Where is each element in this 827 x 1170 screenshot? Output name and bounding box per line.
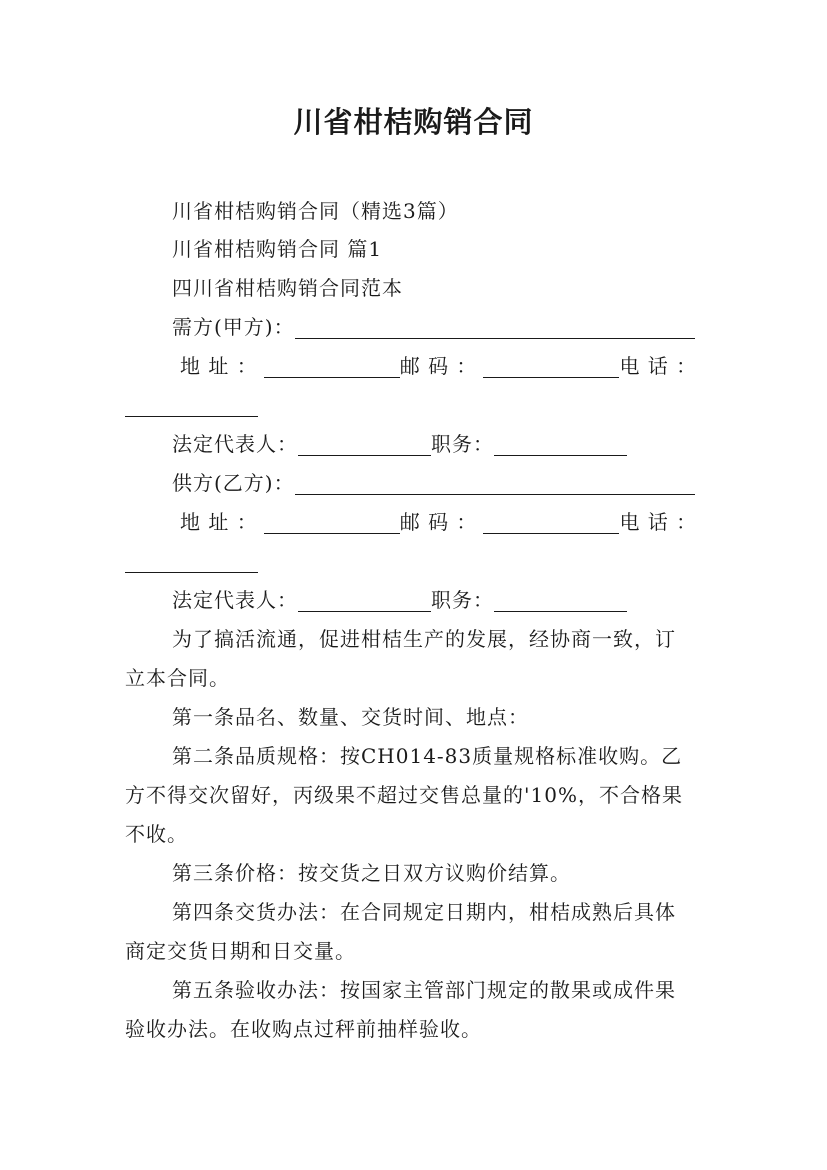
article-4-line-1: 第四条交货办法：在合同规定日期内，柑桔成熟后具体 [172, 900, 676, 924]
seller-postcode-blank [483, 509, 619, 534]
buyer-postcode-blank [483, 353, 619, 378]
intro-paragraph-line-2: 立本合同。 [125, 666, 230, 690]
seller-position-label: 职务： [431, 588, 494, 612]
document-title: 川省柑桔购销合同 [293, 105, 534, 139]
buyer-legal-rep-blank [298, 431, 431, 456]
seller-address-blank [264, 509, 400, 534]
buyer-address-blank [264, 353, 400, 378]
buyer-line [172, 312, 695, 342]
article-2-line-3: 不收。 [125, 822, 188, 846]
article-1: 第一条品名、数量、交货时间、地点： [172, 705, 529, 729]
document-subtitle: 川省柑桔购销合同（精选3篇） [172, 199, 459, 223]
seller-legal-rep-label: 法定代表人： [172, 588, 298, 612]
seller-position-blank [494, 587, 627, 612]
article-5-line-1: 第五条验收办法：按国家主管部门规定的散果或成件果 [172, 978, 676, 1002]
seller-contact-line [180, 507, 703, 537]
buyer-phone-blank [125, 392, 258, 417]
section-heading: 川省柑桔购销合同 篇1 [172, 237, 383, 261]
buyer-label: 需方(甲方)： [172, 315, 295, 339]
buyer-legal-rep-label: 法定代表人： [172, 432, 298, 456]
seller-phone-blank [125, 548, 258, 573]
intro-paragraph-line-1: 为了搞活流通，促进柑桔生产的发展，经协商一致，订 [172, 627, 676, 651]
buyer-phone-label: 电 话 ： [619, 354, 698, 378]
buyer-legal-rep-line [172, 429, 627, 459]
seller-phone-label: 电 话 ： [619, 510, 698, 534]
seller-address-label: 地 址 ： [180, 510, 258, 534]
seller-postcode-label: 邮 码 ： [399, 510, 478, 534]
article-3: 第三条价格：按交货之日双方议购价结算。 [172, 861, 571, 885]
buyer-position-blank [494, 431, 627, 456]
seller-legal-rep-blank [298, 587, 431, 612]
article-5-line-2: 验收办法。在收购点过秤前抽样验收。 [125, 1017, 482, 1041]
buyer-contact-line [180, 351, 703, 381]
article-2-line-1: 第二条品质规格：按CH014-83质量规格标准收购。乙 [172, 744, 683, 768]
seller-blank [295, 470, 695, 495]
seller-legal-rep-line [172, 585, 627, 615]
buyer-postcode-label: 邮 码 ： [399, 354, 478, 378]
article-4-line-2: 商定交货日期和日交量。 [125, 939, 356, 963]
seller-phone-line [125, 546, 258, 576]
template-name: 四川省柑桔购销合同范本 [172, 276, 403, 300]
buyer-blank [295, 314, 695, 339]
buyer-phone-line [125, 390, 258, 420]
seller-line [172, 468, 695, 498]
seller-label: 供方(乙方)： [172, 471, 295, 495]
buyer-position-label: 职务： [431, 432, 494, 456]
buyer-address-label: 地 址 ： [180, 354, 258, 378]
article-2-line-2: 方不得交次留好，丙级果不超过交售总量的'10%，不合格果 [125, 783, 683, 807]
